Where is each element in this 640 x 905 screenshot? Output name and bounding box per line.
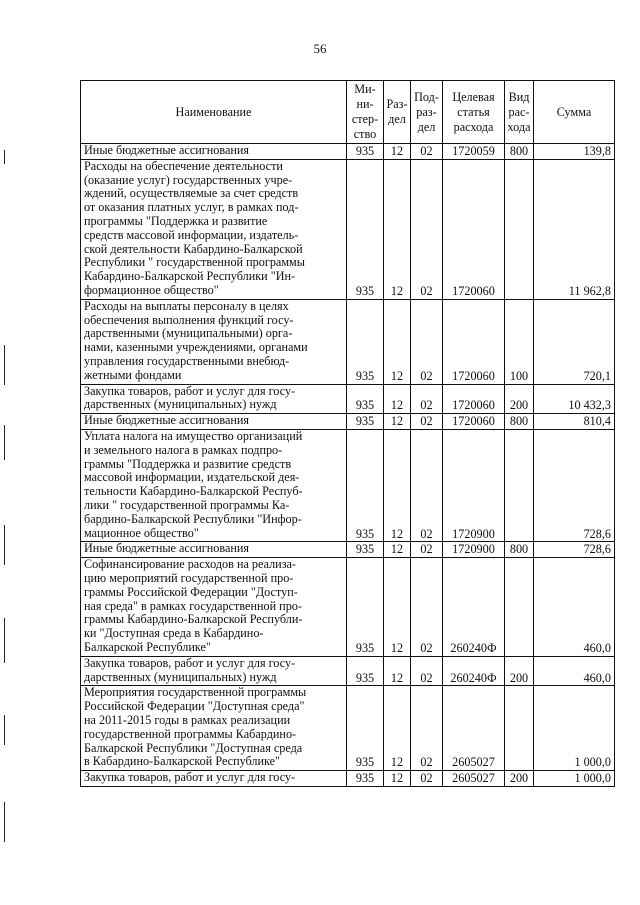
header-amount: Сумма [534, 81, 615, 144]
header-ministry: Ми- ни- стер- ство [347, 81, 384, 144]
row-subsection: 02 [411, 429, 443, 541]
row-amount: 10 432,3 [534, 384, 615, 414]
margin-revision-mark [4, 425, 5, 460]
row-name: Иные бюджетные ассигнования [81, 542, 347, 558]
table-row [81, 558, 615, 657]
row-amount: 1 000,0 [534, 686, 615, 771]
row-section: 12 [384, 656, 411, 686]
row-amount: 460,0 [534, 656, 615, 686]
row-name: Мероприятия государственной программы Российской Федерации "Доступная среда" на 2011-2015 годы в рамках реализации государственной программы Кабардино- Балкарской Республики "Доступная среда в Кабардино-Балкарской Республике" [81, 686, 347, 771]
table-row [81, 159, 615, 299]
budget-table [80, 80, 615, 787]
header-expense-type: Вид рас- хода [505, 81, 534, 144]
row-section: 12 [384, 771, 411, 787]
row-subsection: 02 [411, 144, 443, 160]
row-ministry: 935 [347, 558, 384, 657]
row-ministry: 935 [347, 771, 384, 787]
row-name: Закупка товаров, работ и услуг для госу- дарственных (муниципальных) нужд [81, 384, 347, 414]
row-ministry: 935 [347, 656, 384, 686]
row-ministry: 935 [347, 144, 384, 160]
row-section: 12 [384, 686, 411, 771]
page-number: 56 [313, 41, 327, 56]
row-name: Закупка товаров, работ и услуг для госу- [81, 771, 347, 787]
table-row [81, 656, 615, 686]
row-target-item: 260240Ф [443, 558, 505, 657]
table-row [81, 144, 615, 160]
row-expense-type: 800 [505, 542, 534, 558]
table-row [81, 686, 615, 771]
row-expense-type: 200 [505, 771, 534, 787]
row-ministry: 935 [347, 299, 384, 384]
row-expense-type: 200 [505, 656, 534, 686]
row-amount: 720,1 [534, 299, 615, 384]
margin-revision-mark [4, 525, 5, 565]
table-header-row [81, 81, 615, 144]
row-subsection: 02 [411, 542, 443, 558]
row-subsection: 02 [411, 299, 443, 384]
row-ministry: 935 [347, 384, 384, 414]
margin-revision-mark [4, 618, 5, 663]
margin-revision-mark [4, 150, 5, 164]
row-target-item: 1720060 [443, 159, 505, 299]
row-target-item: 1720060 [443, 299, 505, 384]
row-name: Расходы на выплаты персоналу в целях обеспечения выполнения функций госу- дарственными (муниципальными) орга- нами, казенными учреждениями, органами управления государственными внебюд- жетными фондами [81, 299, 347, 384]
row-subsection: 02 [411, 384, 443, 414]
row-section: 12 [384, 144, 411, 160]
row-amount: 728,6 [534, 542, 615, 558]
row-target-item: 2605027 [443, 686, 505, 771]
row-subsection: 02 [411, 414, 443, 430]
row-name: Иные бюджетные ассигнования [81, 414, 347, 430]
row-expense-type: 100 [505, 299, 534, 384]
row-subsection: 02 [411, 558, 443, 657]
row-expense-type [505, 558, 534, 657]
row-target-item: 1720060 [443, 384, 505, 414]
row-name: Закупка товаров, работ и услуг для госу- дарственных (муниципальных) нужд [81, 656, 347, 686]
row-name: Уплата налога на имущество организаций и земельного налога в рамках подпро- граммы "Поддержка и развитие средств массовой информации, издательской дея- тельности Кабардино-Балкарской Респуб- лики " государственной программы Ка- бардино-Балкарской Республики "Инфор- мационное общество" [81, 429, 347, 541]
table-row [81, 414, 615, 430]
row-section: 12 [384, 414, 411, 430]
row-target-item: 1720059 [443, 144, 505, 160]
table-row [81, 299, 615, 384]
row-amount: 1 000,0 [534, 771, 615, 787]
row-name: Расходы на обеспечение деятельности (оказание услуг) государственных учре- ждений, осуществляемые за счет средств от оказания платных услуг, в рамках под- программы "Поддержка и развитие средств массовой информации, издатель- ской деятельности Кабардино-Балкарской Республики " государственной программы Кабардино-Балкарской Республики "Ин- формационное общество" [81, 159, 347, 299]
row-expense-type [505, 686, 534, 771]
row-section: 12 [384, 159, 411, 299]
row-section: 12 [384, 558, 411, 657]
row-expense-type: 200 [505, 384, 534, 414]
row-ministry: 935 [347, 429, 384, 541]
row-target-item: 1720060 [443, 414, 505, 430]
row-ministry: 935 [347, 414, 384, 430]
table-row [81, 429, 615, 541]
row-expense-type: 800 [505, 414, 534, 430]
margin-revision-mark [4, 715, 5, 745]
row-target-item: 2605027 [443, 771, 505, 787]
row-section: 12 [384, 429, 411, 541]
row-amount: 728,6 [534, 429, 615, 541]
table-row [81, 542, 615, 558]
row-subsection: 02 [411, 159, 443, 299]
row-target-item: 1720900 [443, 542, 505, 558]
header-subsection: Под- раз- дел [411, 81, 443, 144]
table-row [81, 384, 615, 414]
row-ministry: 935 [347, 542, 384, 558]
row-subsection: 02 [411, 656, 443, 686]
row-amount: 460,0 [534, 558, 615, 657]
row-target-item: 1720900 [443, 429, 505, 541]
row-name: Иные бюджетные ассигнования [81, 144, 347, 160]
row-expense-type [505, 429, 534, 541]
row-amount: 139,8 [534, 144, 615, 160]
header-name: Наименование [81, 81, 347, 144]
header-section: Раз- дел [384, 81, 411, 144]
header-target-item: Целевая статья расхода [443, 81, 505, 144]
row-section: 12 [384, 384, 411, 414]
margin-revision-mark [4, 345, 5, 385]
row-section: 12 [384, 542, 411, 558]
row-expense-type: 800 [505, 144, 534, 160]
table-body [81, 144, 615, 787]
margin-revision-mark [4, 802, 5, 842]
row-ministry: 935 [347, 686, 384, 771]
row-expense-type [505, 159, 534, 299]
row-amount: 11 962,8 [534, 159, 615, 299]
row-target-item: 260240Ф [443, 656, 505, 686]
row-name: Софинансирование расходов на реализа- цию мероприятий государственной про- граммы Российской Федерации "Доступ- ная среда" в рамках государственной про- граммы Кабардино-Балкарской Республи- ки "Доступная среда в Кабардино- Балкарской Республике" [81, 558, 347, 657]
row-ministry: 935 [347, 159, 384, 299]
row-subsection: 02 [411, 771, 443, 787]
table-row [81, 771, 615, 787]
row-section: 12 [384, 299, 411, 384]
row-subsection: 02 [411, 686, 443, 771]
row-amount: 810,4 [534, 414, 615, 430]
